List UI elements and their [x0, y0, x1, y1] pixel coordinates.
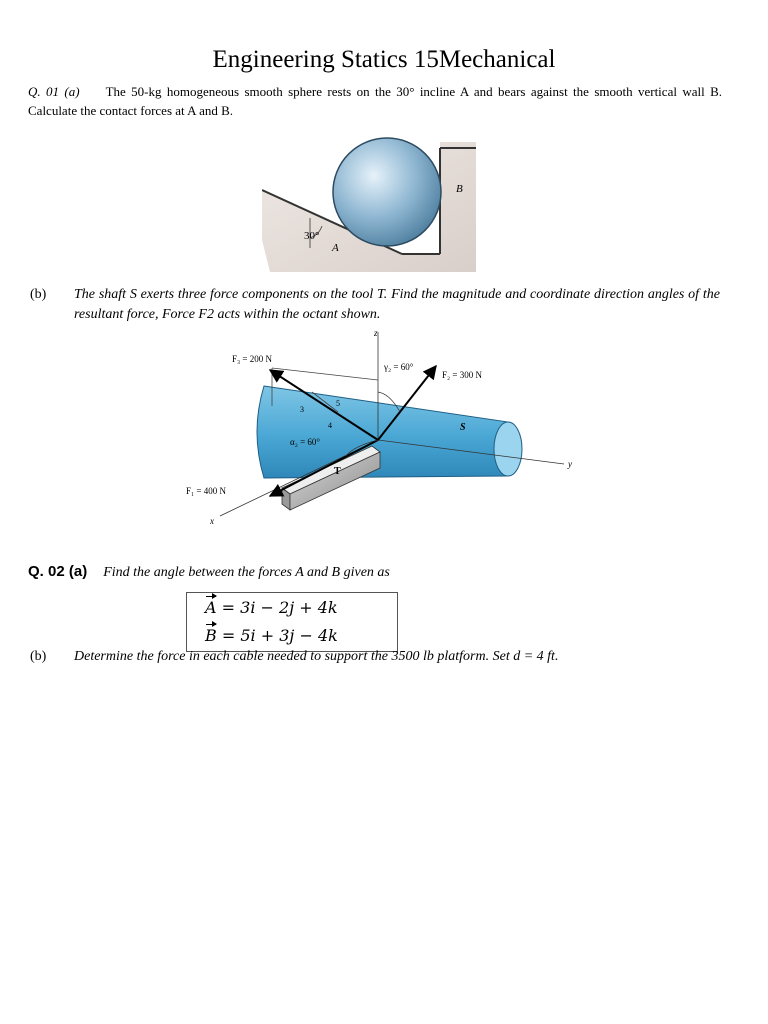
question-1b-text: The shaft S exerts three force components on the tool T. Find the magnitude and coordinate direction angles of the resultant force, Force F2 acts within the octant shown.: [74, 287, 720, 322]
page-title: Engineering Statics 15Mechanical: [212, 46, 556, 73]
slope-3: 3: [300, 405, 304, 414]
question-1a-text: The 50-kg homogeneous smooth sphere rests on the 30° incline A and bears against the smooth vertical wall B. Calculate the contact forces at A and B.: [28, 84, 723, 118]
question-1b: [30, 285, 720, 325]
f1-label: F₁ = 400 N: [186, 486, 226, 496]
question-1a: [28, 82, 722, 120]
gamma-label: γ₂ = 60°: [384, 362, 414, 372]
alpha-label: α₂ = 60°: [290, 437, 321, 447]
question-2b-label: (b): [30, 649, 47, 664]
angle-label: 30°: [304, 230, 320, 242]
y-axis-label: y: [568, 459, 572, 469]
sphere: [333, 138, 441, 246]
f3-construction-line: [272, 368, 378, 380]
slope-4: 4: [328, 421, 332, 430]
vector-a-symbol: A: [205, 598, 217, 617]
shaft-end: [494, 422, 522, 476]
tool-label: T: [334, 466, 341, 477]
shaft-tool-figure: [178, 328, 588, 538]
equation-a-rhs: = 3i − 2j + 4k: [216, 598, 338, 617]
equation-b-rhs: = 5i + 3j − 4k: [216, 626, 338, 645]
vector-equations-box: [186, 592, 398, 652]
z-axis-label: z: [374, 328, 378, 338]
question-1a-label: Q. 01 (a): [28, 84, 80, 99]
equation-a: [205, 598, 338, 617]
label-b: B: [456, 183, 463, 195]
f3-label: F₃ = 200 N: [232, 354, 272, 364]
shaft-label: S: [460, 422, 466, 433]
shaft-body: [257, 386, 508, 478]
label-a: A: [332, 242, 339, 254]
question-2b: [30, 649, 558, 665]
question-2a: [28, 563, 390, 581]
question-2b-text: Determine the force in each cable needed to support the 3500 lb platform. Set d = 4 ft.: [74, 649, 559, 664]
question-2a-label: Q. 02 (a): [28, 563, 88, 580]
slope-5: 5: [336, 399, 340, 408]
sphere-incline-figure: [262, 130, 482, 272]
vector-b-symbol: B: [205, 626, 217, 645]
f2-label: F₂ = 300 N: [442, 370, 482, 380]
question-1b-label: (b): [30, 287, 47, 302]
x-axis-label: x: [210, 516, 214, 526]
equation-b: [205, 626, 338, 645]
question-2a-text: Find the angle between the forces A and B given as: [103, 565, 390, 580]
